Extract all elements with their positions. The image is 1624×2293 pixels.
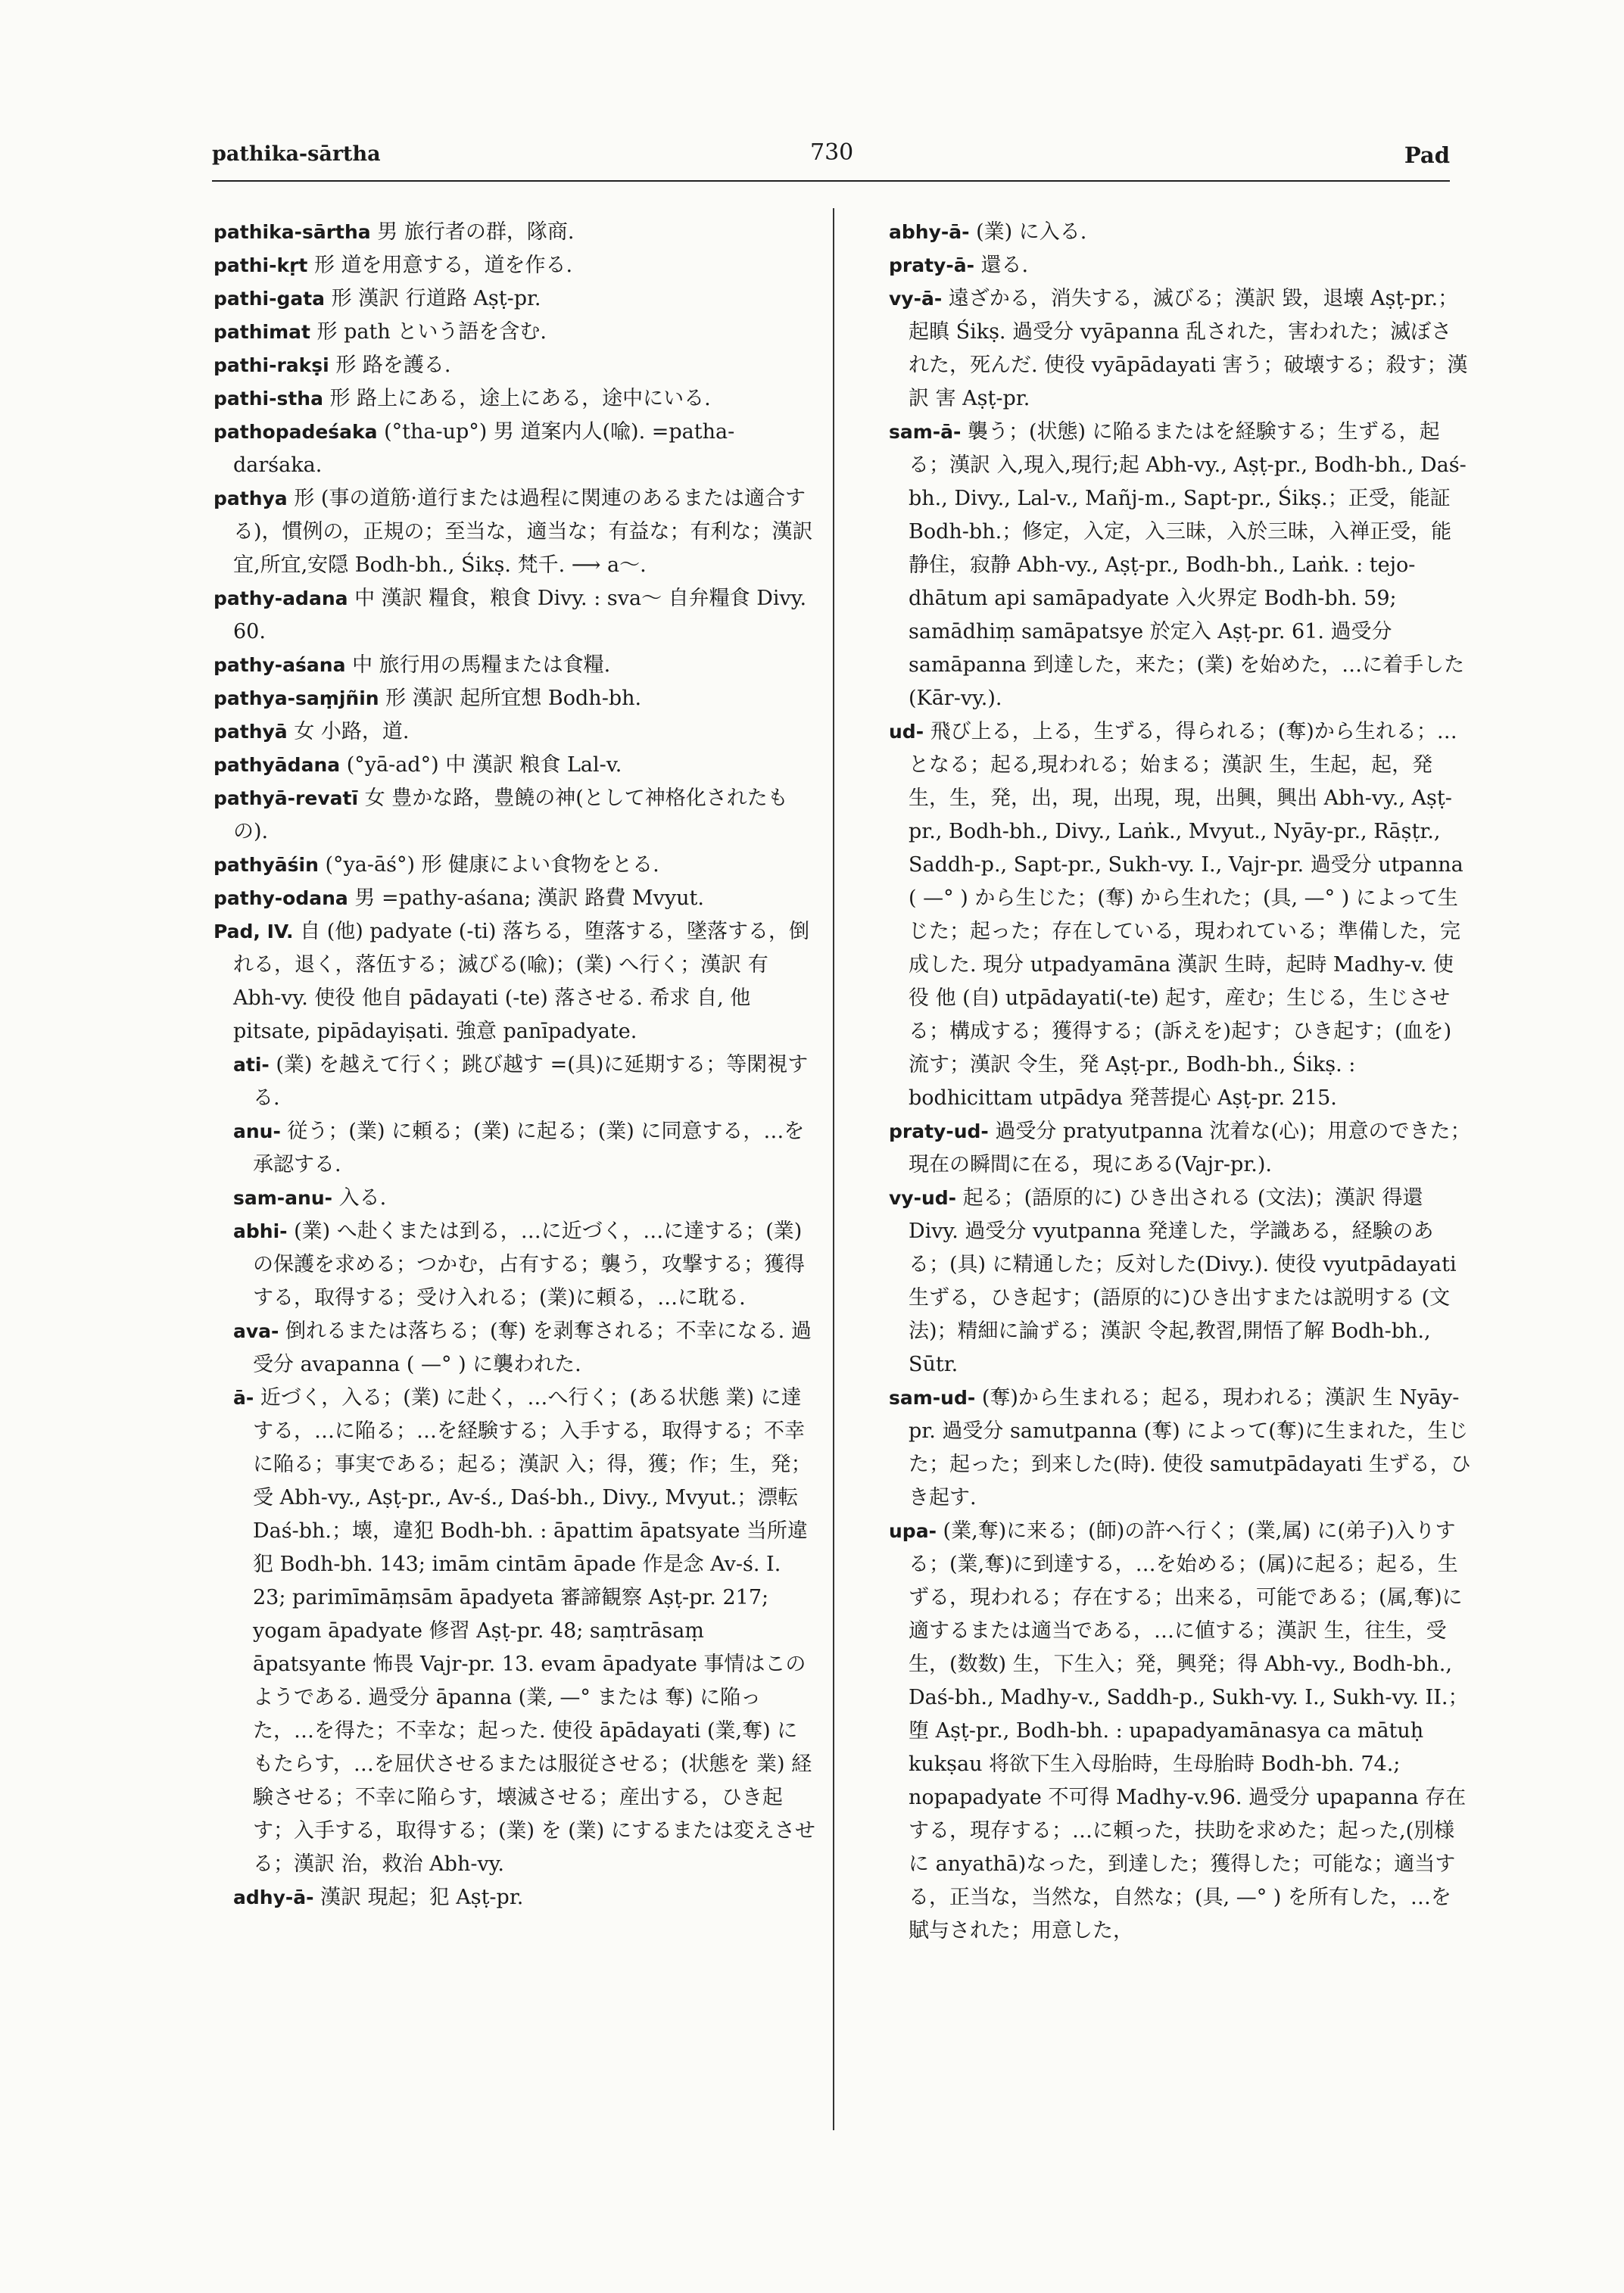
entry-headword: pathopadeśaka [214, 421, 378, 443]
entry-headword: pathi-rakṣi [214, 354, 329, 376]
dictionary-entry [214, 316, 815, 349]
entry-definition: 還る. [974, 254, 1029, 277]
entry-headword: vy-ud- [889, 1187, 957, 1209]
dictionary-entry [869, 1115, 1471, 1182]
entry-headword: pathy-aśana [214, 654, 346, 676]
entry-definition: (業) を越えて行く；跳び越す =(具)に延期する；等閑視する. [253, 1053, 809, 1110]
entry-headword: pathyā-revatī [214, 787, 359, 809]
dictionary-entry [869, 1382, 1471, 1515]
dictionary-entry [214, 1315, 815, 1382]
entry-headword: adhy-ā- [233, 1886, 314, 1908]
dictionary-entry [214, 416, 815, 482]
entry-headword: pathy-adana [214, 587, 348, 609]
entry-headword: pathyādana [214, 754, 341, 776]
entry-definition: 形 漢訳 行道路 Aṣṭ-pr. [325, 287, 541, 310]
entry-headword: upa- [889, 1520, 937, 1542]
entry-headword: sam-anu- [233, 1187, 333, 1209]
dictionary-entry [214, 1182, 815, 1215]
entry-headword: pathyā [214, 721, 288, 743]
dictionary-entry [869, 282, 1471, 416]
entry-headword: praty-ud- [889, 1120, 989, 1142]
entry-definition: 従う；(業) に頼る；(業) に起る；(業) に同意する，…を承認する. [253, 1120, 805, 1176]
entry-headword: Pad, IV. [214, 921, 294, 942]
entry-headword: pathi-stha [214, 388, 323, 410]
entry-headword: anu- [233, 1120, 281, 1142]
entry-definition: 男 旅行者の群，隊商. [370, 220, 575, 244]
entry-definition: 入る. [332, 1186, 387, 1210]
entry-headword: pathika-sārtha [214, 221, 371, 243]
dictionary-entry [214, 649, 815, 682]
entry-definition: 形 道を用意する，道を作る. [307, 254, 573, 277]
entry-definition: 形 路を護る. [329, 354, 451, 377]
entry-definition: 起る；(語原的に) ひき出される (文法)；漢訳 得還 Divy. 過受分 vyutpanna 発達した，学識ある，経験のある；(具) に精通した；反対した(Divy.). 使役 vyutpādayati 生ずる，ひき起す；(語原的に)ひき出すまたは説明する (文法)；精細に論ずる；漢訳 令起,教習,開悟了解 Bodh-bh., Sūtr. [909, 1186, 1457, 1376]
entry-headword: pathimat [214, 321, 310, 343]
right-column [869, 216, 1471, 1948]
entry-definition: (奪)から生まれる；起る，現われる；漢訳 生 Nyāy-pr. 過受分 samutpanna (奪) によって(奪)に生まれた，生じた；起った；到来した(時). 使役 samutpādayati 生ずる，ひき起す. [909, 1386, 1471, 1509]
page-number: 730 [810, 139, 854, 166]
dictionary-entry [214, 482, 815, 582]
entry-definition: 飛び上る，上る，生ずる，得られる；(奪)から生れる；…となる；起る,現われる；始まる；漢訳 生，生起，起，発生，生，発，出，現，出現，現，出興，興出 Abh-vy., Aṣṭ-pr., Bodh-bh., Divy., Laṅk., Mvyut., Nyāy-pr., Rāṣṭr., Saddh-p., Sapt-pr., Sukh-vy. I., Vajr-pr. 過受分 utpanna ( —° ) から生じた；(奪) から生れた；(具, —° ) によって生じた；起った；存在している，現われている；準備した，完成した. 現分 utpadyamāna 漢訳 生時，起時 Madhy-v. 使役 他 (自) utpādayati(-te) 起す，産む；生じる，生じさせる；構成する；獲得する；(訴えを)起す；ひき起す；(血を)流す；漢訳 令生，発 Aṣṭ-pr., Bodh-bh., Śikṣ. : bodhicittam utpādya 発菩提心 Aṣṭ-pr. 215. [909, 720, 1463, 1110]
entry-headword: pathyāśin [214, 854, 319, 876]
entry-definition: (°tha-up°) 男 道案内人(喩). =patha-darśaka. [233, 420, 735, 477]
entry-definition: 近づく，入る；(業) に赴く，…へ行く；(ある状態 業) に達する，…に陥る；…を経験する；入手する，取得する；不幸に陥る；事実である；起る；漢訳 入；得，獲；作；生，発；受 Abh-vy., Aṣṭ-pr., Av-ś., Daś-bh., Divy., Mvyut.；漂転 Daś-bh.；壊，違犯 Bodh-bh. : āpattim āpatsyate 当所違犯 Bodh-bh. 143; imām cintām āpade 作是念 Av-ś. I. 23; parimīmāṃsām āpadyeta 審諦観察 Aṣṭ-pr. 217; yogam āpadyate 修習 Aṣṭ-pr. 48; saṃtrāsaṃ āpatsyante 怖畏 Vajr-pr. 13. evam āpadyate 事情はこのようである. 過受分 āpanna (業, —° または 奪) に陥った，…を得た；不幸な；起った. 使役 āpādayati (業,奪) にもたらす，…を屈伏させるまたは服従させる；(状態を 業) 経験させる；不幸に陥らす，壊滅させる；産出する，ひき起す；入手する，取得する；(業) を (業) にするまたは変えさせる；漢訳 治，救治 Abh-vy. [253, 1386, 815, 1876]
dictionary-entry [214, 382, 815, 416]
entry-headword: ava- [233, 1320, 279, 1342]
entry-headword: ud- [889, 721, 924, 743]
entry-definition: 漢訳 現起；犯 Aṣṭ-pr. [313, 1886, 524, 1909]
dictionary-entry [214, 1115, 815, 1182]
header-right-guideword: Pad [1404, 142, 1450, 168]
entry-headword: abhy-ā- [889, 221, 970, 243]
entry-definition: 女 豊かな路，豊饒の神(として神格化されたもの). [233, 787, 788, 843]
entry-definition: 自 (他) padyate (-ti) 落ちる，堕落する，墜落する，倒れる，退く，落伍する；滅びる(喩)；(業) へ行く；漢訳 有 Abh-vy. 使役 他自 pādayati (-te) 落させる. 希求 自, 他 pitsate, pipādayiṣati. 強意 panīpadyate. [233, 920, 810, 1043]
entry-definition: 形 漢訳 起所宜想 Bodh-bh. [379, 687, 642, 710]
header-rule [212, 180, 1450, 182]
dictionary-entry [869, 1182, 1471, 1382]
entry-definition: 襲う；(状態) に陥るまたはを経験する；生ずる，起る；漢訳 入,現入,現行;起 Abh-vy., Aṣṭ-pr., Bodh-bh., Daś-bh., Divy., Lal-v., Mañj-m., Sapt-pr., Śikṣ.；正受，能証 Bodh-bh.；修定，入定，入三昧，入於三昧，入禅正受，能静住，寂静 Abh-vy., Aṣṭ-pr., Bodh-bh., Laṅk. : tejo-dhātum api samāpadyate 入火界定 Bodh-bh. 59; samādhiṃ samāpatsye 於定入 Aṣṭ-pr. 61. 過受分 samāpanna 到達した，来た；(業) を始めた，…に着手した(Kār-vy.). [909, 420, 1467, 710]
entry-definition: 中 旅行用の馬糧または食糧. [345, 653, 611, 677]
entry-headword: pathy-odana [214, 887, 348, 909]
entry-definition: 男 =pathy-aśana; 漢訳 路費 Mvyut. [348, 886, 704, 910]
dictionary-entry [214, 582, 815, 649]
entry-definition: 形 (事の道筋·道行または過程に関連のあるまたは適合する)，慣例の，正規の；至当な，適当な；有益な；有利な；漢訳 宜,所宜,安隠 Bodh-bh., Śikṣ. 梵千. ⟶ a～. [233, 487, 813, 577]
dictionary-entry [214, 682, 815, 715]
dictionary-entry [214, 749, 815, 782]
left-column [214, 216, 815, 1914]
entry-definition: 女 小路，道. [287, 720, 410, 743]
dictionary-entry [214, 1215, 815, 1315]
entry-headword: sam-ā- [889, 421, 962, 443]
entry-definition: 形 路上にある，途上にある，途中にいる. [323, 387, 711, 410]
dictionary-entry [214, 882, 815, 915]
entry-definition: 中 漢訳 糧食，粮食 Divy. : sva～ 自弁糧食 Divy. 60. [233, 587, 807, 643]
entry-headword: praty-ā- [889, 254, 974, 276]
dictionary-entry [214, 216, 815, 249]
entry-definition: (業) へ赴くまたは到る，…に近づく，…に達する；(業)の保護を求める；つかむ，占有する；襲う，攻撃する；獲得する，取得する；受け入れる；(業)に頼る，…に耽る. [253, 1220, 805, 1310]
header-left-guideword: pathika-sārtha [212, 142, 381, 166]
entry-headword: pathi-kṛt [214, 254, 308, 276]
dictionary-entry [869, 715, 1471, 1115]
entry-definition: (業) に入る. [969, 220, 1087, 244]
dictionary-entry [214, 1881, 815, 1914]
dictionary-entry [869, 1515, 1471, 1948]
entry-headword: pathi-gata [214, 288, 326, 310]
entry-definition: 形 path という語を含む. [310, 320, 547, 344]
dictionary-entry [869, 216, 1471, 249]
entry-definition: (°ya-āś°) 形 健康によい食物をとる. [318, 853, 659, 877]
entry-headword: pathya [214, 488, 288, 509]
dictionary-entry [214, 1382, 815, 1881]
entry-headword: vy-ā- [889, 288, 943, 310]
dictionary-entry [214, 349, 815, 382]
entry-definition: 倒れるまたは落ちる；(奪) を剥奪される；不幸になる. 過受分 avapanna ( —° ) に襲われた. [253, 1319, 812, 1376]
dictionary-entry [214, 1048, 815, 1115]
entry-headword: pathya-saṃjñin [214, 687, 379, 709]
dictionary-entry [869, 416, 1471, 715]
dictionary-entry [214, 782, 815, 849]
entry-definition: 遠ざかる，消失する，滅びる；漢訳 毀，退壊 Aṣṭ-pr.；起瞋 Śikṣ. 過受分 vyāpanna 乱された，害われた；滅ぼされた，死んだ. 使役 vyāpādayati 害う；破壊する；殺す；漢訳 害 Aṣṭ-pr. [909, 287, 1468, 410]
dictionary-entry [214, 249, 815, 282]
entry-headword: sam-ud- [889, 1387, 976, 1409]
running-header [212, 139, 1450, 173]
dictionary-entry [214, 282, 815, 316]
entry-definition: (業,奪)に来る；(師)の許へ行く；(業,属) に(弟子)入りする；(業,奪)に到達する，…を始める；(属)に起る；起る，生ずる，現われる；存在する；出来る，可能である；(属,奪)に適するまたは適当である，…に値する；漢訳 生，往生，受生，(数数) 生，下生入；発，興発；得 Abh-vy., Bodh-bh., Daś-bh., Madhy-v., Saddh-p., Sukh-vy. I., Sukh-vy. II.；堕 Aṣṭ-pr., Bodh-bh. : upapadyamānasya ca mātuḥ kukṣau 将欲下生入母胎時，生母胎時 Bodh-bh. 74.; nopapadyate 不可得 Madhy-v.96. 過受分 upapanna 存在する，現存する；…に頼った，扶助を求めた；起った,(別様に anyathā)なった，到達した；獲得した；可能な；適当する，正当な，当然な，自然な；(具, —° ) を所有した，…を賦与された；用意した， [909, 1519, 1469, 1943]
dictionary-entry [214, 915, 815, 1048]
dictionary-entry [869, 249, 1471, 282]
dictionary-entry [214, 849, 815, 882]
dictionary-entry [214, 715, 815, 749]
entry-headword: ā- [233, 1387, 254, 1409]
entry-definition: 過受分 pratyutpanna 沈着な(心)；用意のできた；現在の瞬間に在る，現にある(Vajr-pr.). [909, 1120, 1471, 1176]
entry-definition: (°yā-ad°) 中 漢訳 粮食 Lal-v. [340, 753, 622, 777]
entry-headword: ati- [233, 1054, 270, 1076]
entry-headword: abhi- [233, 1220, 288, 1242]
column-divider [833, 208, 834, 2130]
